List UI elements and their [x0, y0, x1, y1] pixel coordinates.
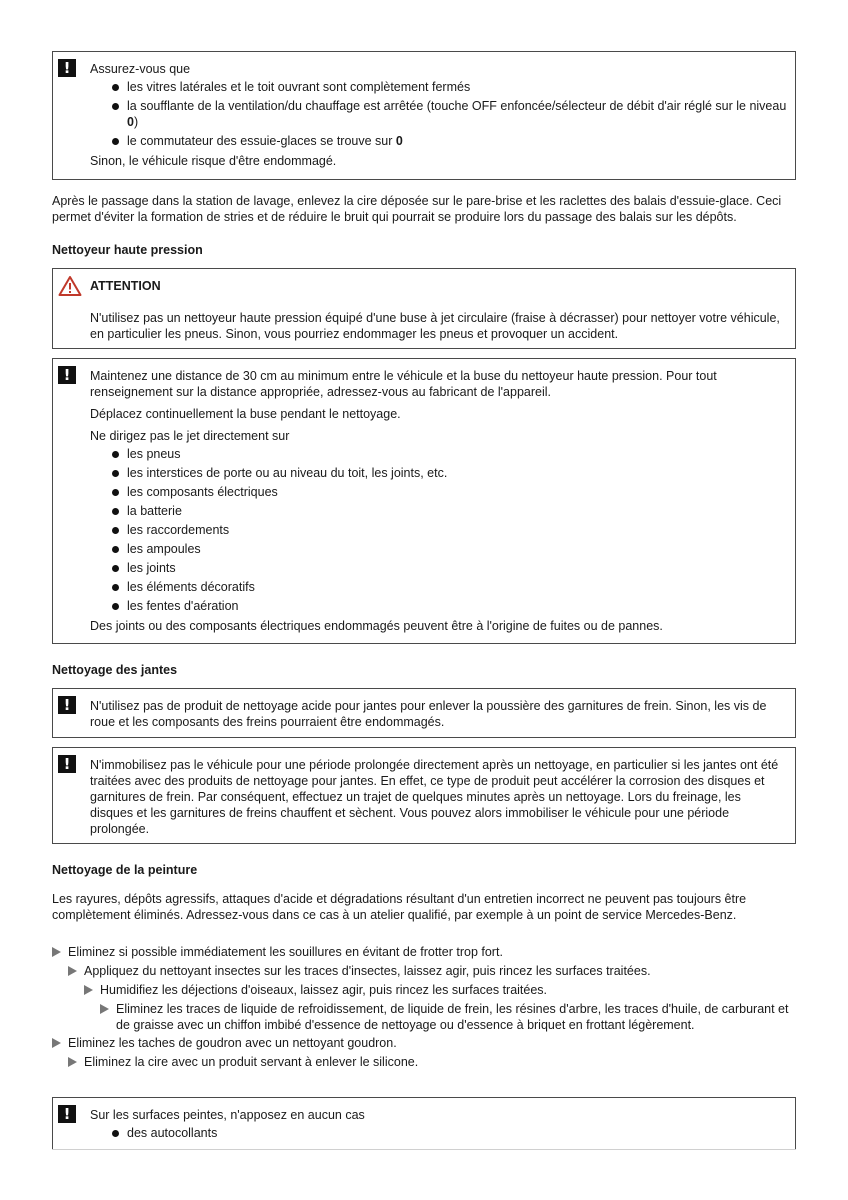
list-item	[90, 446, 787, 462]
bullet-icon	[112, 470, 119, 477]
bullet-icon	[112, 546, 119, 553]
step-text: Eliminez si possible immédiatement les souillures en évitant de frotter trop fort.	[68, 945, 503, 959]
notice-intro: Assurez-vous que	[90, 62, 191, 76]
list-item-text: la batterie	[127, 504, 182, 518]
bullet-icon	[112, 451, 119, 458]
exclamation-icon: !	[58, 696, 76, 714]
list-item	[90, 560, 787, 576]
list-item	[90, 133, 787, 149]
list-item-text: les raccordements	[127, 523, 230, 537]
list-item-tail: )	[133, 115, 139, 129]
list-item-text: les fentes d'aération	[127, 599, 239, 613]
list-item	[90, 503, 787, 519]
list-item-bold: 0	[127, 115, 134, 129]
step-arrow-icon	[52, 947, 61, 957]
notice-box-rims-acid	[52, 688, 796, 738]
body-paragraph: Après le passage dans la station de lavage, enlevez la cire déposée sur le pare-brise et les raclettes des balais d'essuie-glace. Ceci permet d'éviter la formation de stries et de réduire le bruit qui pourrait se produire lors du passage des balais sur les dépôts.	[52, 194, 782, 224]
notice-text: N'immobilisez pas le véhicule pour une période prolongée directement après un nettoyage, en particulier si les jantes ont été traitées avec des produits de nettoyage pour jantes. En effet, ce type de produit peut accélérer la corrosion des disques et garnitures de frein. Par conséquent, effectuez un trajet de quelques minutes après un nettoyage. Lors du freinage, les disques et les garnitures de freins chauffent et sèchent. Vous pouvez alors immobiliser le véhicule pour une période prolongée.	[90, 758, 779, 836]
body-paragraph: Les rayures, dépôts agressifs, attaques d'acide et dégradations résultant d'un entretien incorrect ne peuvent pas toujours être complètement éliminés. Adressez-vous dans ce cas à un atelier qualifié, par exemple à un point de service Mercedes-Benz.	[52, 892, 747, 922]
notice-paragraph: Ne dirigez pas le jet directement sur	[90, 429, 290, 443]
list-item-text: les pneus	[127, 447, 181, 461]
section-heading: Nettoyage des jantes	[52, 663, 178, 677]
attention-text: N'utilisez pas un nettoyeur haute pression équipé d'une buse à jet circulaire (fraise à décrasser) pour nettoyer votre véhicule, en particulier les pneus. Sinon, vous pourriez endommager les pneus et provoquer un accident.	[90, 311, 780, 341]
step-item	[68, 963, 796, 979]
notice-box-pressure	[52, 358, 796, 644]
exclamation-icon: !	[58, 366, 76, 384]
bullet-icon	[112, 584, 119, 591]
notice-list	[90, 79, 787, 149]
attention-box	[52, 268, 796, 349]
step-text: Eliminez la cire avec un produit servant à enlever le silicone.	[84, 1055, 419, 1069]
list-item-text: les interstices de porte ou au niveau du toit, les joints, etc.	[127, 466, 448, 480]
attention-title: ATTENTION	[90, 279, 161, 293]
list-item	[90, 598, 787, 614]
step-arrow-icon	[68, 1057, 77, 1067]
notice-outro: Sinon, le véhicule risque d'être endommagé.	[90, 154, 337, 168]
list-item	[90, 465, 787, 481]
notice-intro: Sur les surfaces peintes, n'apposez en aucun cas	[90, 1108, 365, 1122]
bullet-icon	[112, 527, 119, 534]
list-item-text: la soufflante de la ventilation/du chauffage est arrêtée (touche OFF enfoncée/sélecteur de débit d'air réglé sur le niveau	[127, 99, 787, 113]
step-text: Humidifiez les déjections d'oiseaux, laissez agir, puis rincez les surfaces traitées.	[100, 983, 548, 997]
step-item	[52, 944, 796, 960]
notice-box-windows	[52, 51, 796, 180]
list-item-text: les composants électriques	[127, 485, 278, 499]
list-item	[90, 1125, 787, 1141]
section-heading: Nettoyeur haute pression	[52, 243, 203, 257]
notice-content	[90, 368, 787, 634]
step-item	[84, 982, 796, 998]
notice-outro: Des joints ou des composants électriques endommagés peuvent être à l'origine de fuites ou de pannes.	[90, 619, 663, 633]
section-heading: Nettoyage de la peinture	[52, 863, 198, 877]
bullet-icon	[112, 84, 119, 91]
bullet-icon	[112, 138, 119, 145]
list-item	[90, 484, 787, 500]
list-item-text: le commutateur des essuie-glaces se trouve sur	[127, 134, 396, 148]
list-item	[90, 541, 787, 557]
bullet-icon	[112, 508, 119, 515]
bullet-icon	[112, 1130, 119, 1137]
list-item	[90, 79, 787, 95]
step-text: Eliminez les traces de liquide de refroidissement, de liquide de frein, les résines d'arbre, les traces d'huile, de carburant et de graisse avec un chiffon imbibé d'essence de nettoyage ou d'essence à briquet en frottant légèrement.	[116, 1002, 789, 1032]
bullet-icon	[112, 603, 119, 610]
list-item-text: les éléments décoratifs	[127, 580, 255, 594]
notice-list	[90, 446, 787, 614]
notice-content	[90, 61, 787, 169]
bullet-icon	[112, 565, 119, 572]
list-item-text: des autocollants	[127, 1126, 218, 1140]
notice-box-paint	[52, 1097, 796, 1150]
list-item-text: les joints	[127, 561, 176, 575]
list-item-text: les ampoules	[127, 542, 201, 556]
notice-paragraph: Déplacez continuellement la buse pendant le nettoyage.	[90, 407, 401, 421]
page-cut-line	[52, 1149, 796, 1150]
step-arrow-icon	[100, 1004, 109, 1014]
list-item-bold: 0	[395, 134, 403, 148]
attention-header	[53, 269, 795, 303]
notice-paragraph: Maintenez une distance de 30 cm au minimum entre le véhicule et la buse du nettoyeur haute pression. Pour tout renseignement sur la distance appropriée, adressez-vous au fabricant de l'appareil.	[90, 369, 717, 399]
list-item-text: les vitres latérales et le toit ouvrant sont complètement fermés	[127, 80, 471, 94]
step-item	[68, 1054, 796, 1070]
bullet-icon	[112, 489, 119, 496]
exclamation-icon: !	[58, 755, 76, 773]
step-arrow-icon	[52, 1038, 61, 1048]
list-item	[90, 579, 787, 595]
warning-triangle-icon	[58, 275, 82, 297]
step-text: Eliminez les taches de goudron avec un nettoyant goudron.	[68, 1036, 397, 1050]
step-item	[100, 1001, 796, 1033]
exclamation-icon: !	[58, 1105, 76, 1123]
step-arrow-icon	[84, 985, 93, 995]
bullet-icon	[112, 103, 119, 110]
notice-text: N'utilisez pas de produit de nettoyage acide pour jantes pour enlever la poussière des garnitures de frein. Sinon, les vis de roue et les composants des freins pourraient être endommagés.	[90, 699, 767, 729]
step-arrow-icon	[68, 966, 77, 976]
step-text: Appliquez du nettoyant insectes sur les traces d'insectes, laissez agir, puis rincez les surfaces traitées.	[84, 964, 651, 978]
list-item	[90, 98, 787, 130]
notice-box-rims-parking	[52, 747, 796, 844]
exclamation-icon: !	[58, 59, 76, 77]
notice-list	[90, 1125, 787, 1141]
list-item	[90, 522, 787, 538]
step-item	[52, 1035, 796, 1051]
notice-content	[90, 1107, 787, 1145]
